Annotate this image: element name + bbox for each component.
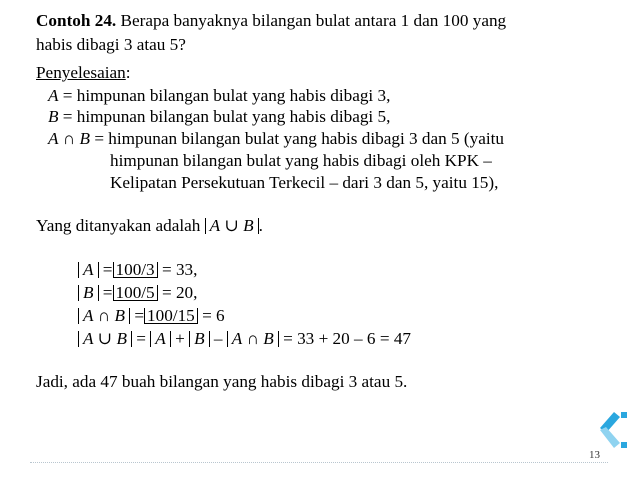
calc-r3-eq: =: [134, 306, 145, 325]
calc-r4-card: [78, 331, 132, 347]
calc-r1-result: = 33,: [161, 260, 198, 279]
logo-square-bottom: [621, 442, 627, 448]
def-B-var: B: [48, 107, 59, 126]
solution-colon: :: [125, 63, 131, 82]
calc-r4-t1-var: A: [155, 329, 166, 348]
example-question-part1: Berapa banyaknya bilangan bulat antara 1 dan 100 yang: [120, 11, 507, 30]
calc-row-3: [78, 306, 225, 326]
chevron-logo-icon: [588, 408, 628, 452]
asked-A: A: [209, 216, 221, 235]
def-A-line: [48, 86, 390, 106]
def-AnB-line-3: [110, 173, 498, 193]
calc-r4-eq: =: [136, 329, 146, 348]
def-AnB-B: B: [79, 129, 91, 148]
calc-r4-t3-A: A: [231, 329, 243, 348]
conclusion-line: [36, 372, 407, 392]
calc-r1-eq: =: [102, 260, 113, 279]
calc-r2-result: = 20,: [161, 283, 198, 302]
page-number: 13: [589, 449, 600, 461]
calc-r2-eq: =: [102, 283, 113, 302]
logo-square-top: [621, 412, 627, 418]
calc-r4-t3-B: B: [263, 329, 274, 348]
logo-chevron-lower: [600, 427, 620, 448]
def-AnB-text: = himpunan bilangan bulat yang habis dibagi 3 dan 5 (yaitu: [94, 129, 505, 148]
calc-r3-card: [78, 308, 130, 324]
calc-r4-B: B: [116, 329, 127, 348]
calc-r3-floor: 100/15: [144, 308, 198, 324]
asked-op: ∪: [224, 216, 239, 235]
calc-row-2: [78, 283, 197, 303]
asked-B: B: [243, 216, 254, 235]
def-AnB-op: ∩: [62, 129, 76, 148]
def-AnB-line: [48, 129, 504, 149]
calc-r4-term1: [150, 331, 171, 347]
asked-cardinality: [205, 218, 259, 234]
def-A-var: A: [48, 86, 59, 105]
calc-r1-floor: 100/3: [113, 262, 158, 278]
example-heading: Contoh 24.: [36, 11, 117, 30]
calc-r3-B: B: [114, 306, 126, 325]
calc-r4-term2: [189, 331, 210, 347]
def-AnB-A: A: [48, 129, 59, 148]
calc-row-4: [78, 329, 411, 349]
def-AnB-text-2: himpunan bilangan bulat yang habis dibagi oleh KPK –: [110, 151, 492, 170]
footer-divider: [30, 462, 608, 463]
example-line-1: [36, 11, 506, 31]
calc-r4-term3: [227, 331, 279, 347]
calc-r4-result: = 33 + 20 – 6 = 47: [283, 329, 412, 348]
calc-r2-floor: 100/5: [113, 285, 158, 301]
solution-label: Penyelesaian: [36, 63, 126, 82]
solution-label-line: [36, 63, 131, 83]
calc-r2-var: B: [83, 283, 94, 302]
calc-r4-op: ∪: [97, 329, 113, 348]
asked-end: .: [258, 216, 263, 235]
calc-r1-card: [78, 262, 99, 278]
asked-text: Yang ditanyakan adalah: [36, 216, 201, 235]
def-B-line: [48, 107, 390, 127]
calc-r4-A: A: [83, 329, 94, 348]
calc-r3-A: A: [83, 306, 94, 325]
calc-r4-plus: +: [175, 329, 185, 348]
def-AnB-line-2: [110, 151, 492, 171]
calc-r4-minus: –: [213, 329, 223, 348]
calc-r2-card: [78, 285, 99, 301]
def-AnB-text-3: Kelipatan Persekutuan Terkecil – dari 3 dan 5, yaitu 15),: [110, 173, 499, 192]
conclusion-text: Jadi, ada 47 buah bilangan yang habis dibagi 3 atau 5.: [36, 372, 408, 391]
calc-r1-var: A: [83, 260, 94, 279]
asked-line: [36, 216, 263, 236]
calc-r4-t3-op: ∩: [246, 329, 259, 348]
def-B-text: = himpunan bilangan bulat yang habis dibagi 5,: [62, 107, 391, 126]
calc-row-1: [78, 260, 197, 280]
def-A-text: = himpunan bilangan bulat yang habis dibagi 3,: [62, 86, 391, 105]
calc-r4-t2-var: B: [194, 329, 205, 348]
example-line-2: [36, 35, 186, 55]
example-question-part2: habis dibagi 3 atau 5?: [36, 35, 186, 54]
calc-r3-op: ∩: [97, 306, 111, 325]
calc-r3-result: = 6: [202, 306, 225, 325]
